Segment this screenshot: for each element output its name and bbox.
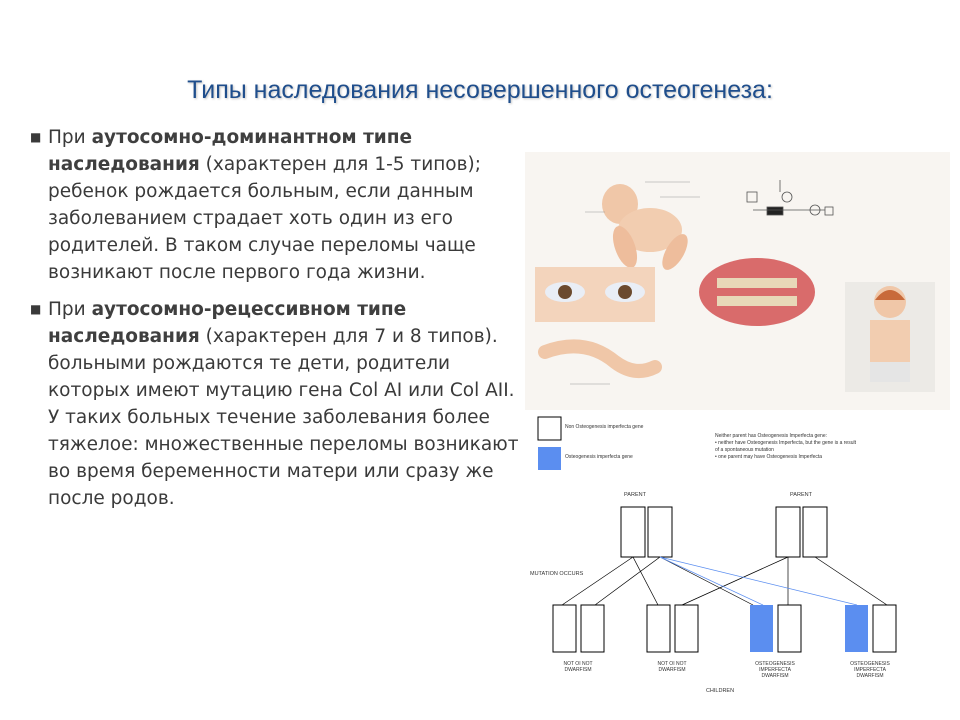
legend-oi-label: Osteogenesis imperfecta gene: [565, 454, 633, 460]
dentinogenesis-teeth: [699, 258, 815, 326]
text-block: [30, 124, 520, 522]
child2-allele-1: [647, 605, 670, 652]
slide-title: Типы наследования несовершенного остеогенеза:: [187, 76, 773, 104]
parent-left-allele-2: [648, 507, 672, 557]
bullet-recessive-pre: При: [48, 299, 92, 320]
legend-normal-box: [538, 417, 561, 440]
child1-label-1: NOT OI NOT: [563, 661, 593, 667]
child3-label-2: IMPERFECTA: [759, 667, 791, 673]
child-figure: [845, 282, 935, 392]
children-label: CHILDREN: [705, 688, 735, 694]
parent-right-allele-1: [776, 507, 800, 557]
inheritance-lines: [562, 557, 887, 605]
child2-label-1: NOT OI NOT: [657, 661, 687, 667]
legend-note-1: Neither parent has Osteogenesis Imperfecta gene:: [715, 433, 828, 439]
child3-label-3: DWARFISM: [761, 673, 789, 679]
square-bullet-icon: ■: [30, 302, 42, 316]
child3-allele-2: [778, 605, 801, 652]
legend-normal-label: Non Osteogenesis imperfecta gene: [565, 424, 644, 430]
child2-label-2: DWARFISM: [658, 667, 686, 673]
legend-oi-box: [538, 447, 561, 470]
bullet-dominant-pre: При: [48, 127, 92, 148]
child1-allele-1: [553, 605, 576, 652]
child1-allele-2: [581, 605, 604, 652]
bullet-dominant-bold: аутосомно-доминантном типе наследования: [48, 127, 413, 175]
bullet-recessive: [30, 296, 520, 512]
parent-right-allele-2: [803, 507, 827, 557]
legend-note-4: • one parent may have Osteogenesis Imperfecta: [715, 454, 823, 460]
child4-label-3: DWARFISM: [856, 673, 884, 679]
bullet-dominant-post: (характерен для 1-5 типов); ребенок рождается больным, если данным заболеванием страдает хоть один из его родителей. В таком случае переломы чаще возникают после первого года жизни.: [48, 154, 481, 283]
child4-label-1: OSTEOGENESIS: [850, 661, 890, 667]
child2-allele-2: [675, 605, 698, 652]
bullet-recessive-post: (характерен для 7 и 8 типов). больными рождаются те дети, родители которых имеют мутацию гена Col AI или Col AII. У таких больных течение заболевания более тяжелое: множественные переломы возникают во время беременности матери или сразу же после родов.: [48, 326, 519, 509]
square-bullet-icon: ■: [30, 130, 42, 144]
parent-left-label: PARENT: [624, 492, 646, 498]
child3-label-1: OSTEOGENESIS: [755, 661, 795, 667]
bullet-dominant: [30, 124, 520, 286]
child4-allele-2: [873, 605, 896, 652]
parent-left-allele-1: [621, 507, 645, 557]
bullet-recessive-bold: аутосомно-рецессивном типе наследования: [48, 299, 407, 347]
inheritance-diagram: [525, 412, 955, 712]
mutation-lines: [660, 557, 857, 605]
blue-sclera-eyes: [535, 267, 655, 322]
legend-note-3: of a spontaneous mutation: [715, 447, 774, 453]
clinical-illustration: [525, 152, 950, 410]
legend-note-2: • neither have Osteogenesis Imperfecta, but the gene is a result: [715, 440, 856, 446]
child1-label-2: DWARFISM: [564, 667, 592, 673]
child4-allele-1: [845, 605, 868, 652]
child3-allele-1: [750, 605, 773, 652]
child4-label-2: IMPERFECTA: [854, 667, 886, 673]
parent-right-label: PARENT: [790, 492, 812, 498]
mutation-label: MUTATION OCCURS: [530, 571, 584, 577]
